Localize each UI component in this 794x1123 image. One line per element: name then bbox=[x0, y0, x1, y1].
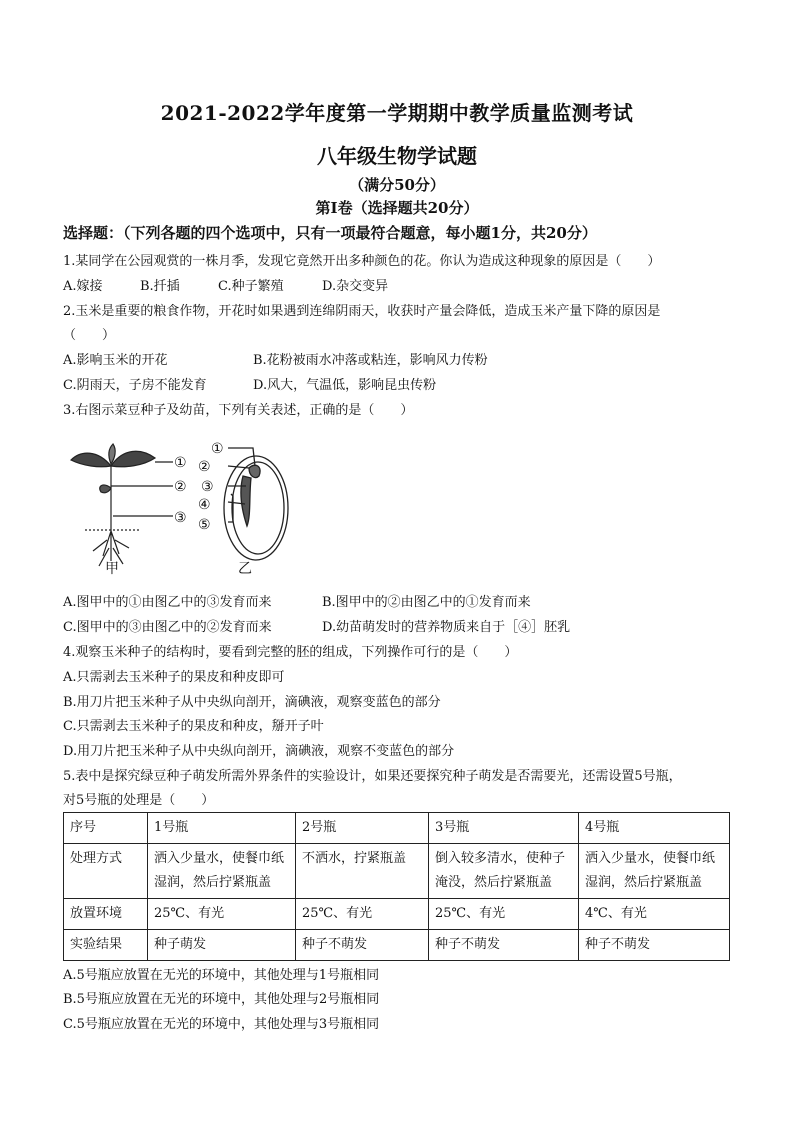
part-title: 第Ⅰ卷（选择题共20分） bbox=[315, 199, 479, 217]
total-score: （满分50分） bbox=[349, 176, 445, 194]
q1-option-c: C.种子繁殖 bbox=[218, 279, 284, 294]
q1-option-b: B.扦插 bbox=[140, 279, 180, 294]
question-1-stem: 1.某同学在公园观赏的一株月季，发现它竟然开出多种颜色的花。你认为造成这种现象的原因是（ ） bbox=[63, 254, 661, 269]
q1-option-d: D.杂交变异 bbox=[322, 279, 389, 294]
q5-option-c: C.5号瓶应放置在无光的环境中，其他处理与3号瓶相同 bbox=[63, 1017, 380, 1032]
q2-option-d: D.风大，气温低，影响昆虫传粉 bbox=[253, 378, 437, 393]
table-cell: 洒入少量水，使餐巾纸湿润，然后拧紧瓶盖 bbox=[148, 844, 296, 899]
table-header-cell: 3号瓶 bbox=[429, 813, 579, 844]
q1-option-a: A.嫁接 bbox=[63, 279, 103, 294]
seedling-label-3: ③ bbox=[174, 510, 187, 526]
table-cell: 种子萌发 bbox=[148, 930, 296, 961]
table-row bbox=[64, 844, 730, 899]
seedling-label-2: ② bbox=[174, 479, 187, 495]
table-cell: 种子不萌发 bbox=[429, 930, 579, 961]
table-cell: 实验结果 bbox=[64, 930, 148, 961]
table-cell: 放置环境 bbox=[64, 899, 148, 930]
table-cell: 种子不萌发 bbox=[296, 930, 429, 961]
q2-option-c: C.阴雨天，子房不能发育 bbox=[63, 378, 207, 393]
question-5-stem: 5.表中是探究绿豆种子萌发所需外界条件的实验设计，如果还要探究种子萌发是否需要光，还需设置5号瓶， bbox=[63, 769, 682, 784]
table-cell: 25℃、有光 bbox=[148, 899, 296, 930]
table-cell: 处理方式 bbox=[64, 844, 148, 899]
table-row bbox=[64, 899, 730, 930]
q5-option-b: B.5号瓶应放置在无光的环境中，其他处理与2号瓶相同 bbox=[63, 992, 380, 1007]
q4-option-d: D.用刀片把玉米种子从中央纵向剖开，滴碘液，观察不变蓝色的部分 bbox=[63, 744, 455, 759]
seedling-caption: 甲 bbox=[105, 561, 119, 576]
seedling-label-1: ① bbox=[174, 455, 187, 471]
exam-title: 2021-2022学年度第一学期期中教学质量监测考试 bbox=[160, 101, 634, 125]
question-2-stem-cont: （ ） bbox=[63, 328, 116, 343]
q2-option-a: A.影响玉米的开花 bbox=[63, 353, 168, 368]
table-cell: 4℃、有光 bbox=[579, 899, 730, 930]
table-cell: 25℃、有光 bbox=[429, 899, 579, 930]
seed-caption: 乙 bbox=[238, 561, 252, 576]
table-cell: 种子不萌发 bbox=[579, 930, 730, 961]
seedling-drawing bbox=[71, 444, 173, 566]
table-header-row bbox=[64, 813, 730, 844]
section-instructions: 选择题：（下列各题的四个选项中，只有一项最符合题意，每小题1分，共20分） bbox=[63, 224, 597, 242]
table-cell: 25℃、有光 bbox=[296, 899, 429, 930]
q5-option-a: A.5号瓶应放置在无光的环境中，其他处理与1号瓶相同 bbox=[63, 968, 380, 983]
q3-option-c: C.图甲中的③由图乙中的②发育而来 bbox=[63, 620, 272, 635]
table-header-cell: 4号瓶 bbox=[579, 813, 730, 844]
seed-drawing bbox=[224, 448, 288, 560]
q4-option-a: A.只需剥去玉米种子的果皮和种皮即可 bbox=[63, 670, 285, 685]
q4-option-c: C.只需剥去玉米种子的果皮和种皮，掰开子叶 bbox=[63, 719, 324, 734]
seed-label-2: ② bbox=[198, 459, 211, 475]
table-cell: 不洒水，拧紧瓶盖 bbox=[296, 844, 429, 899]
seed-label-1: ① bbox=[211, 441, 224, 457]
table-header-cell: 序号 bbox=[64, 813, 148, 844]
table-header-cell: 2号瓶 bbox=[296, 813, 429, 844]
seed-label-5: ⑤ bbox=[198, 517, 211, 533]
seed-label-4: ④ bbox=[198, 497, 211, 513]
table-row bbox=[64, 930, 730, 961]
table-header-cell: 1号瓶 bbox=[148, 813, 296, 844]
experiment-table bbox=[63, 812, 730, 961]
q3-option-d: D.幼苗萌发时的营养物质来自于［④］胚乳 bbox=[322, 620, 571, 635]
question-3-stem: 3.右图示菜豆种子及幼苗，下列有关表述，正确的是（ ） bbox=[63, 403, 414, 418]
table-cell: 倒入较多清水，使种子淹没，然后拧紧瓶盖 bbox=[429, 844, 579, 899]
question-5-stem-cont: 对5号瓶的处理是（ ） bbox=[63, 793, 215, 808]
exam-subtitle: 八年级生物学试题 bbox=[317, 144, 477, 168]
seed-label-3: ③ bbox=[201, 479, 214, 495]
question-2-stem: 2.玉米是重要的粮食作物，开花时如果遇到连绵阴雨天，收获时产量会降低，造成玉米产量下降的原因是 bbox=[63, 304, 661, 319]
q2-option-b: B.花粉被雨水冲落或粘连，影响风力传粉 bbox=[253, 353, 488, 368]
bean-seed-seedling-figure bbox=[63, 436, 293, 576]
question-4-stem: 4.观察玉米种子的结构时，要看到完整的胚的组成，下列操作可行的是（ ） bbox=[63, 645, 518, 660]
q3-option-b: B.图甲中的②由图乙中的①发育而来 bbox=[322, 595, 531, 610]
table-cell: 洒入少量水，使餐巾纸湿润，然后拧紧瓶盖 bbox=[579, 844, 730, 899]
q4-option-b: B.用刀片把玉米种子从中央纵向剖开，滴碘液，观察变蓝色的部分 bbox=[63, 695, 441, 710]
q3-option-a: A.图甲中的①由图乙中的③发育而来 bbox=[63, 595, 272, 610]
